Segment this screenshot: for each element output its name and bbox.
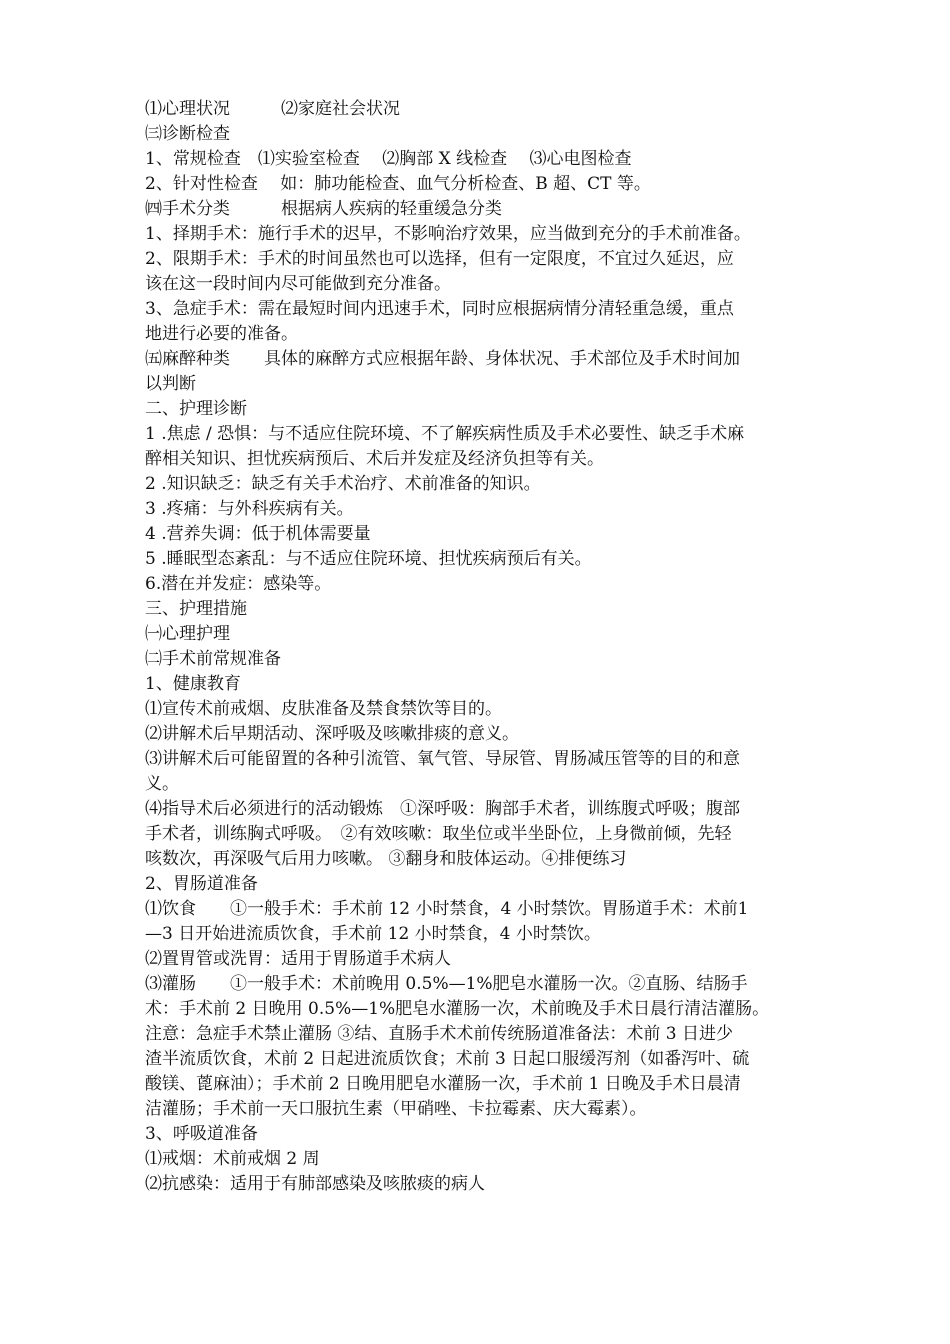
document-body: [145, 97, 817, 1197]
section-heading: ㈣手术分类 根据病人疾病的轻重缓急分类: [145, 199, 502, 219]
text-line: 1、常规检查 ⑴实验室检查 ⑵胸部 X 线检查 ⑶心电图检查: [145, 149, 632, 169]
subsection-heading: 3、呼吸道准备: [145, 1124, 258, 1144]
text-line: —3 日开始进流质饮食，手术前 12 小时禁食，4 小时禁饮。: [145, 924, 601, 944]
text-line: 地进行必要的准备。: [145, 324, 298, 344]
text-line: ⑶灌肠 ①一般手术：术前晚用 0.5%—1%肥皂水灌肠一次。②直肠、结肠手: [145, 974, 748, 994]
section-heading: ㈡手术前常规准备: [145, 649, 281, 669]
text-line: 5 .睡眠型态紊乱：与不适应住院环境、担忧疾病预后有关。: [145, 549, 592, 569]
text-line: ⑷指导术后必须进行的活动锻炼 ①深呼吸：胸部手术者，训练腹式呼吸；腹部: [145, 799, 740, 819]
text-line: ⑵抗感染：适用于有肺部感染及咳脓痰的病人: [145, 1174, 485, 1194]
text-line: 3 .疼痛：与外科疾病有关。: [145, 499, 354, 519]
text-line: ⑶讲解术后可能留置的各种引流管、氧气管、导尿管、胃肠减压管等的目的和意: [145, 749, 740, 769]
text-line: 渣半流质饮食，术前 2 日起进流质饮食；术前 3 日起口服缓泻剂（如番泻叶、硫: [145, 1049, 750, 1069]
text-line: 1 .焦虑 / 恐惧：与不适应住院环境、不了解疾病性质及手术必要性、缺乏手术麻: [145, 424, 745, 444]
text-line: 术：手术前 2 日晚用 0.5%—1%肥皂水灌肠一次，术前晚及手术日晨行清洁灌肠。: [145, 999, 770, 1019]
text-line: 2、限期手术：手术的时间虽然也可以选择，但有一定限度，不宜过久延迟，应: [145, 249, 734, 269]
text-line: 以判断: [145, 374, 196, 394]
text-line: 手术者，训练胸式呼吸。 ②有效咳嗽：取坐位或半坐卧位，上身微前倾，先轻: [145, 824, 732, 844]
text-line: 义。: [145, 774, 179, 794]
text-line: 2、针对性检查 如：肺功能检查、血气分析检查、B 超、CT 等。: [145, 174, 651, 194]
section-heading: ㈢诊断检查: [145, 124, 230, 144]
text-line: ⑴饮食 ①一般手术：手术前 12 小时禁食，4 小时禁饮。胃肠道手术：术前1: [145, 899, 749, 919]
text-line: 该在这一段时间内尽可能做到充分准备。: [145, 274, 451, 294]
text-line: 4 .营养失调：低于机体需要量: [145, 524, 371, 544]
text-line: ⑵讲解术后早期活动、深呼吸及咳嗽排痰的意义。: [145, 724, 519, 744]
text-line: 注意：急症手术禁止灌肠 ③结、直肠手术术前传统肠道准备法：术前 3 日进少: [145, 1024, 734, 1044]
chapter-heading: 二、护理诊断: [145, 399, 247, 419]
text-line: 2 .知识缺乏：缺乏有关手术治疗、术前准备的知识。: [145, 474, 541, 494]
text-line: 6.潜在并发症：感染等。: [145, 574, 332, 594]
section-heading: ㈤麻醉种类 具体的麻醉方式应根据年龄、身体状况、手术部位及手术时间加: [145, 349, 740, 369]
text-line: 3、急症手术：需在最短时间内迅速手术，同时应根据病情分清轻重急缓，重点: [145, 299, 734, 319]
section-heading: ㈠心理护理: [145, 624, 230, 644]
text-line: ⑴宣传术前戒烟、皮肤准备及禁食禁饮等目的。: [145, 699, 502, 719]
text-line: 1、择期手术：施行手术的迟早，不影响治疗效果，应当做到充分的手术前准备。: [145, 224, 751, 244]
text-line: 酸镁、蓖麻油）；手术前 2 日晚用肥皂水灌肠一次，手术前 1 日晚及手术日晨清: [145, 1074, 741, 1094]
text-line: 洁灌肠；手术前一天口服抗生素（甲硝唑、卡拉霉素、庆大霉素）。: [145, 1099, 647, 1119]
text-line: ⑴戒烟：术前戒烟 2 周: [145, 1149, 320, 1169]
subsection-heading: 1、健康教育: [145, 674, 241, 694]
text-line: 咳数次，再深吸气后用力咳嗽。 ③翻身和肢体运动。④排便练习: [145, 849, 627, 869]
text-line: 醉相关知识、担忧疾病预后、术后并发症及经济负担等有关。: [145, 449, 604, 469]
subsection-heading: 2、胃肠道准备: [145, 874, 258, 894]
text-line: ⑵置胃管或洗胃：适用于胃肠道手术病人: [145, 949, 451, 969]
text-line: ⑴心理状况 ⑵家庭社会状况: [145, 99, 400, 119]
chapter-heading: 三、护理措施: [145, 599, 247, 619]
